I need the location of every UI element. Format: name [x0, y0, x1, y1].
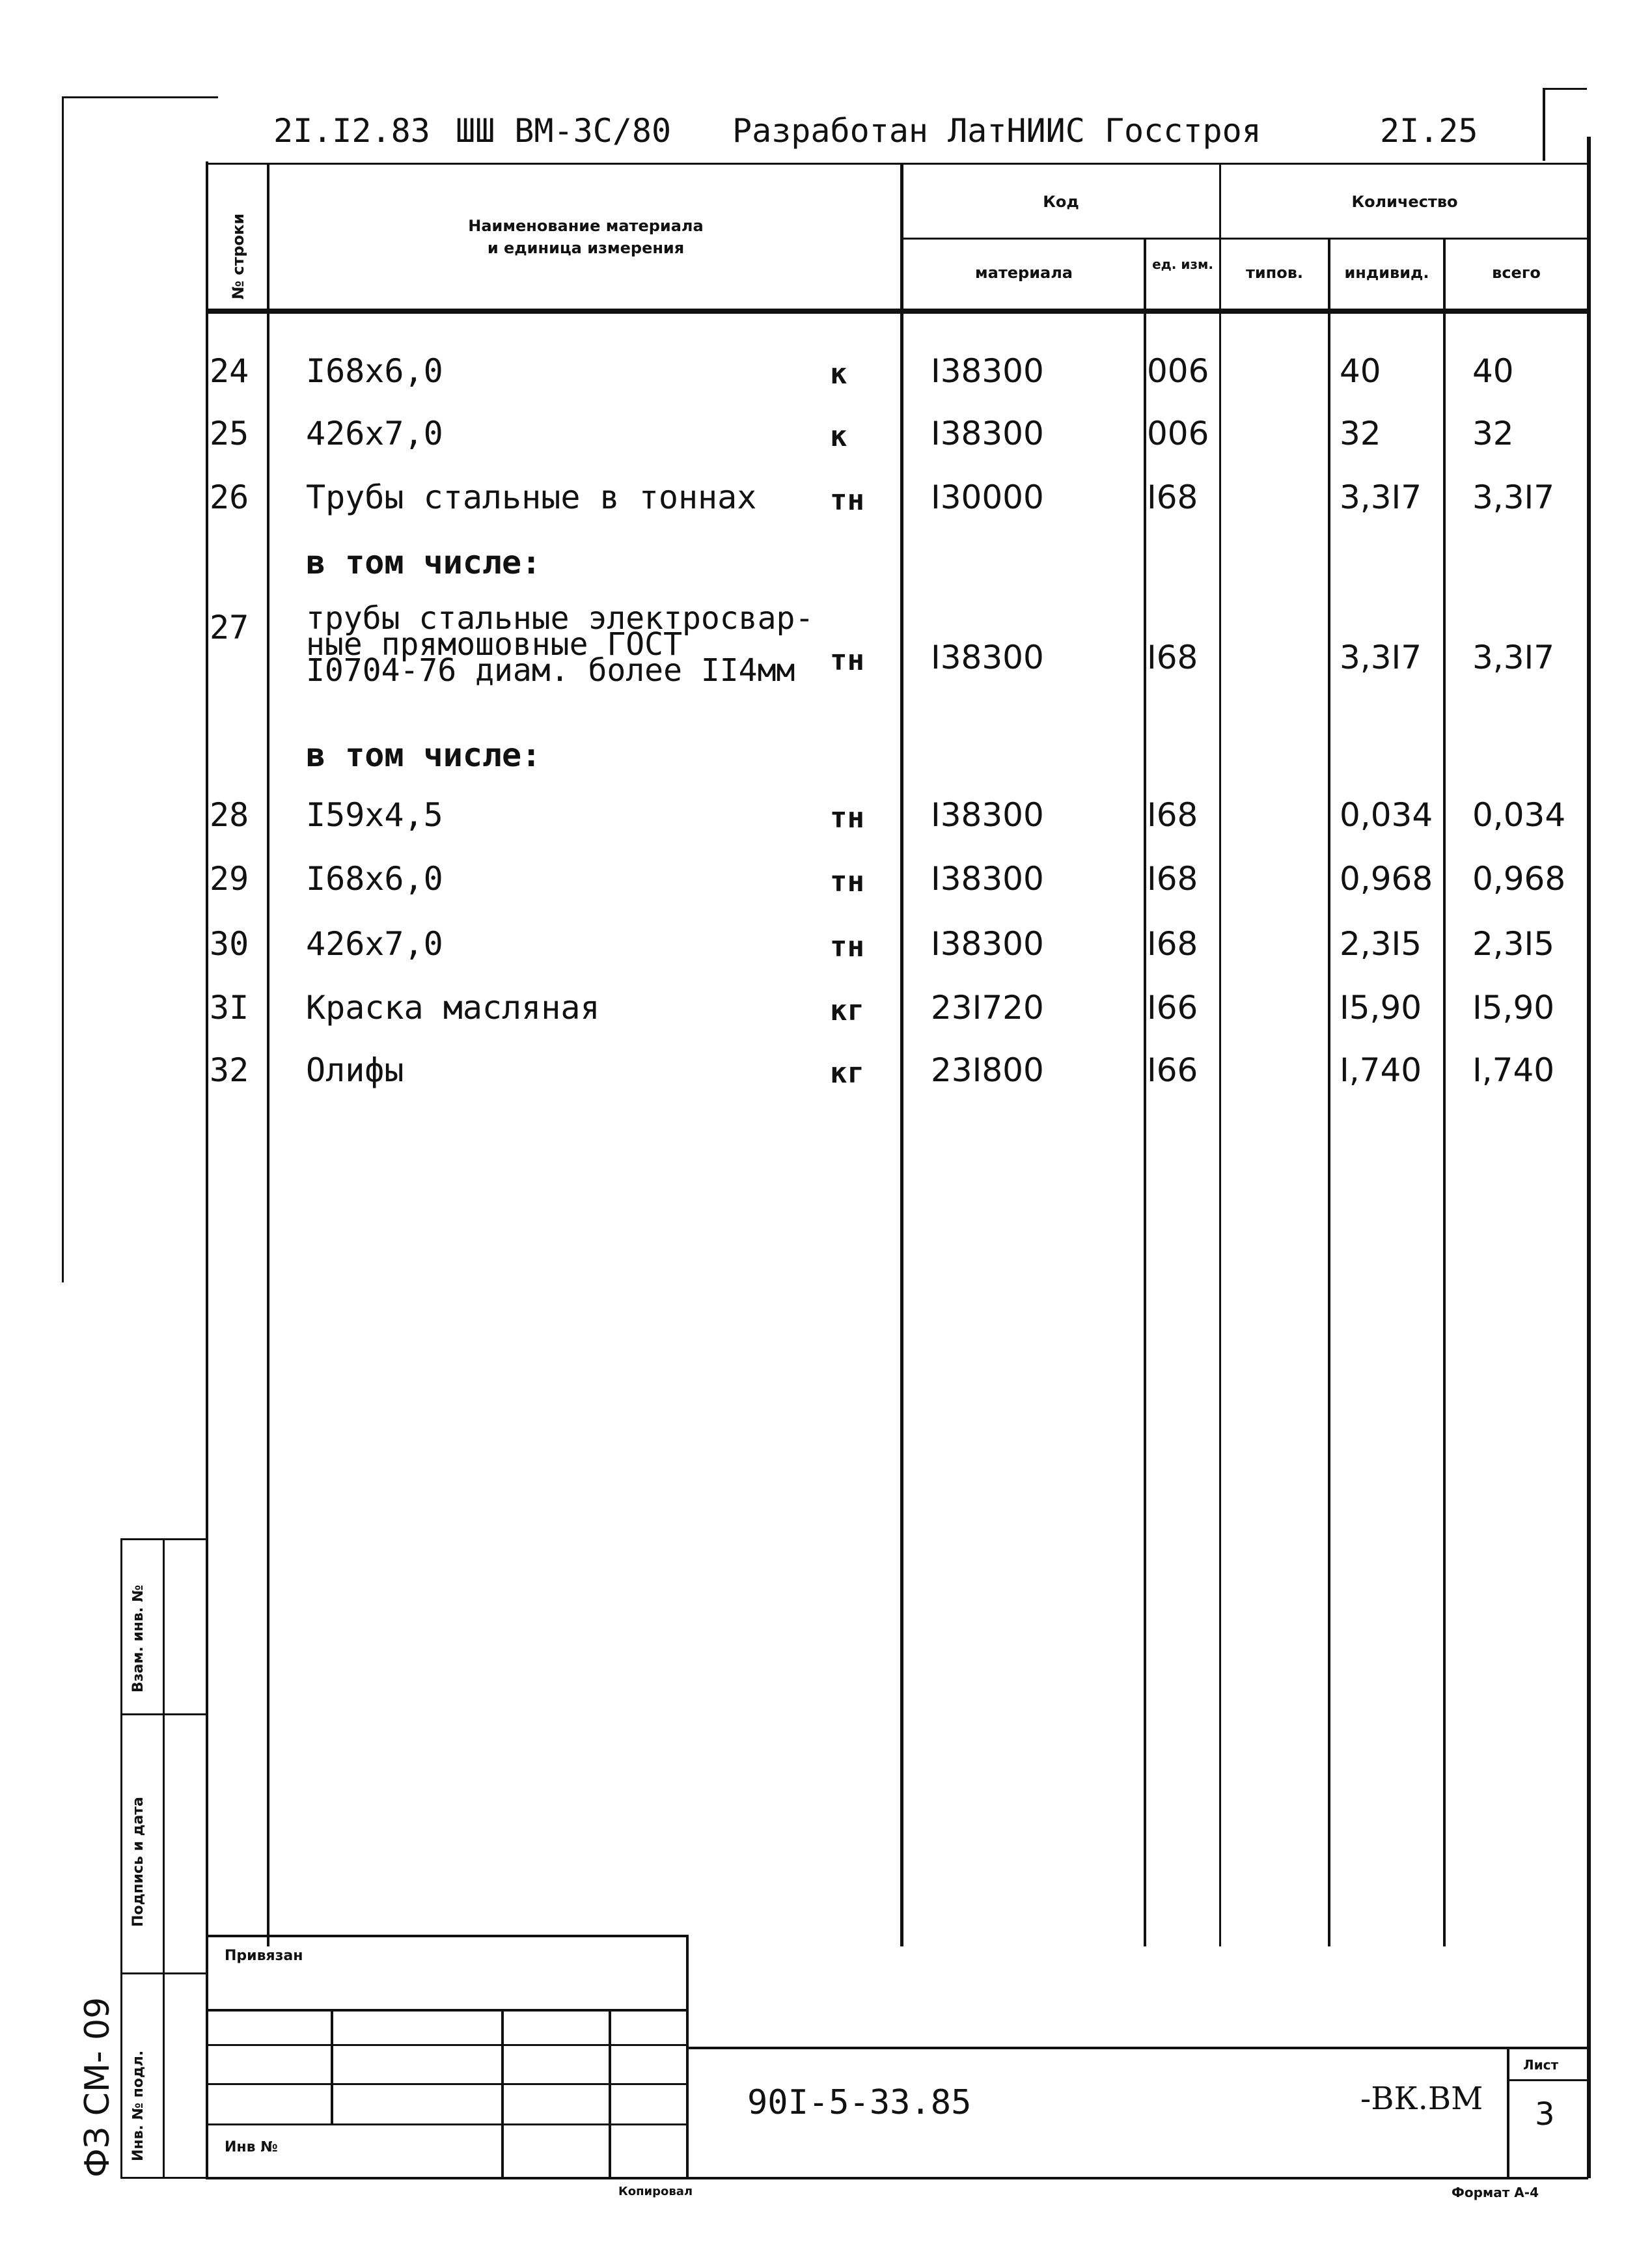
row-28-total: 0,034: [1472, 796, 1566, 834]
stamp-row-3: [206, 2083, 687, 2085]
stamp-row-2: [206, 2044, 687, 2046]
doc-number: 90I-5-33.85: [747, 2083, 972, 2122]
row-27-unit-code: I68: [1147, 639, 1198, 676]
row-32-unit-code: I66: [1147, 1051, 1198, 1089]
row-25-no: 25: [210, 415, 249, 452]
stamp-row-4: [206, 2123, 687, 2125]
col-line-unit: [1219, 163, 1221, 1946]
row-30-unit-abbr: тн: [830, 930, 864, 963]
stamp-col-1: [331, 2009, 333, 2123]
frame-top-left: [62, 96, 218, 98]
row-31-no: 3I: [210, 989, 249, 1027]
header-date: 2I.I2.83: [273, 112, 430, 150]
row-26-individual: 3,3I7: [1340, 478, 1422, 516]
row-32-total: I,740: [1472, 1051, 1555, 1089]
colhead-mid-line: [902, 238, 1588, 240]
sidebar-divider: [163, 1538, 165, 2178]
frame-left: [206, 161, 208, 2178]
colhead-code-group: Код: [1043, 193, 1079, 211]
row-24-total: 40: [1472, 352, 1514, 390]
format-label: Формат А-4: [1452, 2185, 1539, 2200]
header-right-tick: [1543, 88, 1545, 161]
row-29-total: 0,968: [1472, 860, 1566, 898]
row-31-name: Краска масляная: [306, 989, 600, 1027]
row-28-name: I59x4,5: [306, 796, 443, 834]
row-25-individual: 32: [1340, 415, 1381, 452]
header-code: 2I.25: [1380, 112, 1478, 150]
header-catalog: ШШ ВМ-ЗС/80: [456, 112, 672, 150]
stamp-title-top: [687, 2047, 1588, 2049]
row-25-unit-code: 006: [1147, 415, 1209, 452]
stamp-bound-label: Привязан: [225, 1948, 303, 1964]
table-top-line: [206, 163, 1588, 165]
frame-bottom: [206, 2177, 1588, 2179]
header-top-right: [1544, 88, 1587, 90]
row-27-total: 3,3I7: [1472, 639, 1555, 676]
row-28-no: 28: [210, 796, 249, 834]
col-line-rowno: [267, 163, 269, 1946]
sheet-box-mid: [1507, 2079, 1588, 2081]
row-subheading-2: в том числе:: [306, 736, 542, 774]
row-31-unit-abbr: кг: [830, 994, 864, 1027]
doc-suffix: -ВК.ВМ: [1360, 2081, 1483, 2117]
row-30-unit-code: I68: [1147, 925, 1198, 963]
row-subheading-1: в том числе:: [306, 544, 542, 581]
row-31-unit-code: I66: [1147, 989, 1198, 1027]
row-28-individual: 0,034: [1340, 796, 1433, 834]
colhead-total: всего: [1492, 264, 1541, 282]
row-27-no: 27: [210, 609, 249, 646]
col-line-individual: [1443, 238, 1446, 1946]
row-24-unit-abbr: к: [830, 357, 847, 391]
colhead-row-no: № строки: [229, 213, 247, 299]
row-30-total: 2,3I5: [1472, 925, 1555, 963]
row-24-name: I68x6,0: [306, 352, 443, 390]
row-31-individual: I5,90: [1340, 989, 1422, 1027]
row-28-material: I38300: [931, 796, 1044, 834]
row-26-name: Трубы стальные в тоннах: [306, 478, 757, 516]
col-line-material: [1144, 238, 1146, 1946]
row-27-material: I38300: [931, 639, 1044, 676]
col-line-name: [900, 163, 903, 1946]
row-25-name: 426x7,0: [306, 415, 443, 452]
sidebar-bottom: [120, 2177, 207, 2179]
sheet-box-left: [1507, 2047, 1509, 2178]
sidebar-signature-date: Подпись и дата: [130, 1797, 146, 1927]
colhead-material: материала: [975, 264, 1073, 282]
row-26-no: 26: [210, 478, 249, 516]
row-29-individual: 0,968: [1340, 860, 1433, 898]
sidebar-code: ФЗ СМ- 09: [78, 1997, 117, 2178]
colhead-name: Наименование материала и единица измерения: [468, 217, 704, 257]
sidebar-inv-orig: Инв. № подл.: [130, 2050, 146, 2161]
sidebar-swap-inv: Взам. инв. №: [130, 1584, 146, 1693]
row-26-unit-code: I68: [1147, 478, 1198, 516]
colhead-typical: типов.: [1245, 264, 1304, 282]
stamp-box-right: [686, 1935, 689, 2178]
row-29-material: I38300: [931, 860, 1044, 898]
row-31-material: 23I720: [931, 989, 1044, 1027]
copied-label: Копировал: [618, 2185, 693, 2198]
colhead-individual: индивид.: [1344, 264, 1429, 282]
frame-right: [1587, 137, 1591, 2178]
colhead-qty-group: Количество: [1351, 193, 1458, 211]
row-30-material: I38300: [931, 925, 1044, 963]
colhead-bottom-line: [206, 309, 1588, 314]
row-29-unit-code: I68: [1147, 860, 1198, 898]
row-29-no: 29: [210, 860, 249, 898]
stamp-inv-no-label: Инв №: [225, 2139, 278, 2155]
stamp-col-3: [609, 2009, 611, 2178]
row-25-material: I38300: [931, 415, 1044, 452]
row-26-material: I30000: [931, 478, 1044, 516]
row-28-unit-abbr: тн: [830, 801, 864, 835]
row-30-individual: 2,3I5: [1340, 925, 1422, 963]
row-31-total: I5,90: [1472, 989, 1555, 1027]
row-24-individual: 40: [1340, 352, 1381, 390]
stamp-col-2: [501, 2009, 504, 2178]
row-30-no: 30: [210, 925, 249, 963]
row-32-individual: I,740: [1340, 1051, 1422, 1089]
row-27-name: трубы стальные электросвар- ные прямошовные ГОСТ I0704-76 диам. более II4мм: [306, 600, 814, 689]
row-29-unit-abbr: тн: [830, 865, 864, 898]
row-27-individual: 3,3I7: [1340, 639, 1422, 676]
sidebar-left: [120, 1538, 122, 2178]
row-29-name: I68x6,0: [306, 860, 443, 898]
header-developer: Разработан ЛатНИИС Госстроя: [732, 112, 1261, 150]
row-32-unit-abbr: кг: [830, 1057, 864, 1090]
row-32-material: 23I800: [931, 1051, 1044, 1089]
row-24-unit-code: 006: [1147, 352, 1209, 390]
row-28-unit-code: I68: [1147, 796, 1198, 834]
row-24-no: 24: [210, 352, 249, 390]
row-26-unit-abbr: тн: [830, 484, 864, 517]
frame-outer-left: [62, 98, 64, 1282]
sidebar-sep-1: [120, 1713, 207, 1715]
sheet-label: Лист: [1523, 2057, 1559, 2073]
sidebar-sep-2: [120, 1972, 207, 1974]
stamp-row-1: [206, 2009, 687, 2012]
row-32-name: Олифы: [306, 1051, 404, 1089]
row-25-unit-abbr: к: [830, 420, 847, 453]
row-32-no: 32: [210, 1051, 249, 1089]
stamp-box-top: [206, 1935, 687, 1937]
row-30-name: 426x7,0: [306, 925, 443, 963]
row-26-total: 3,3I7: [1472, 478, 1555, 516]
row-25-total: 32: [1472, 415, 1514, 452]
col-line-typical: [1328, 238, 1330, 1946]
row-27-unit-abbr: тн: [830, 644, 864, 677]
colhead-unit: ед. изм.: [1152, 256, 1213, 272]
row-24-material: I38300: [931, 352, 1044, 390]
sheet-number: 3: [1535, 2096, 1555, 2133]
